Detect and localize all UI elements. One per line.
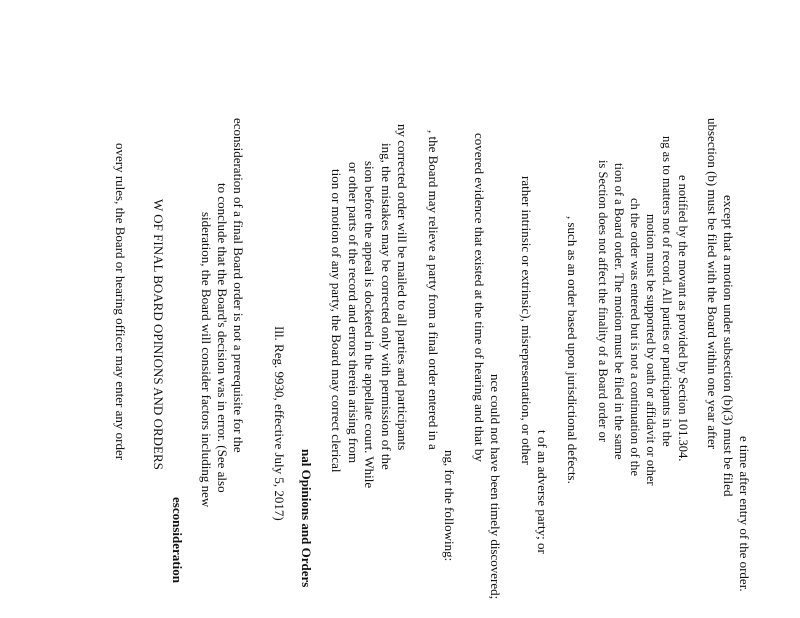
- text-line: , such as an order based upon jurisdictional defects.: [565, 216, 580, 484]
- text-line: e time after entry of the order.: [737, 436, 752, 592]
- text-line: econsideration of a final Board order is not a prerequisite for the: [231, 118, 246, 453]
- text-line: sideration, the Board will consider factors including new: [199, 212, 214, 508]
- text-line: overy rules, the Board or hearing officer may enter any order: [113, 143, 128, 461]
- text-line: ny corrected order will be mailed to all parties and participants: [395, 124, 410, 451]
- text-line: to conclude that the Board's decision was in error. (See also: [215, 183, 230, 493]
- text-line: t of an adverse party; or: [535, 430, 550, 554]
- text-line: ubsection (b) must be filed with the Board within one year after: [705, 118, 720, 450]
- text-line: nce could not have been timely discovered;: [488, 374, 503, 600]
- text-line: ch the order was entered but is not a continuation of the: [628, 198, 642, 477]
- text-line: ng, for the following:: [442, 450, 457, 562]
- subsection-heading: nal Opinions and Orders: [299, 449, 314, 588]
- text-line: is Section does not affect the finality of a Board order or: [596, 160, 610, 442]
- text-line: except that a motion under subsection (b)(3) must be filed: [721, 195, 736, 497]
- text-line: sion before the appeal is docketed in the appellate court. While: [362, 161, 377, 489]
- section-heading: W OF FINAL BOARD OPINIONS AND ORDERS: [151, 199, 166, 470]
- text-line: ng as to matters not of record. All parties or participants in the: [660, 136, 674, 447]
- text-line: ing, the mistakes may be corrected only with permission of the: [379, 143, 394, 470]
- text-line: or other parts of the record and errors therein arising from: [346, 162, 361, 464]
- text-line: , the Board may relieve a party from a final order entered in a: [426, 130, 441, 450]
- text-line: e notified by the movant as provided by Section 101.304.: [676, 175, 690, 462]
- subsection-heading: esconsideration: [170, 497, 185, 583]
- text-line: motion must be supported by oath or affidavit or other: [644, 214, 658, 486]
- text-line: tion or motion of any party, the Board may correct clerical: [329, 169, 344, 473]
- text-line: covered evidence that existed at the time of hearing and that by: [472, 133, 487, 462]
- text-line: rather intrinsic or extrinsic), misrepresentation, or other: [519, 176, 534, 465]
- text-line: tion of a Board order. The motion must be filed in the same: [612, 163, 626, 460]
- source-note: Ill. Reg. 9930, effective July 5, 2017): [272, 326, 287, 521]
